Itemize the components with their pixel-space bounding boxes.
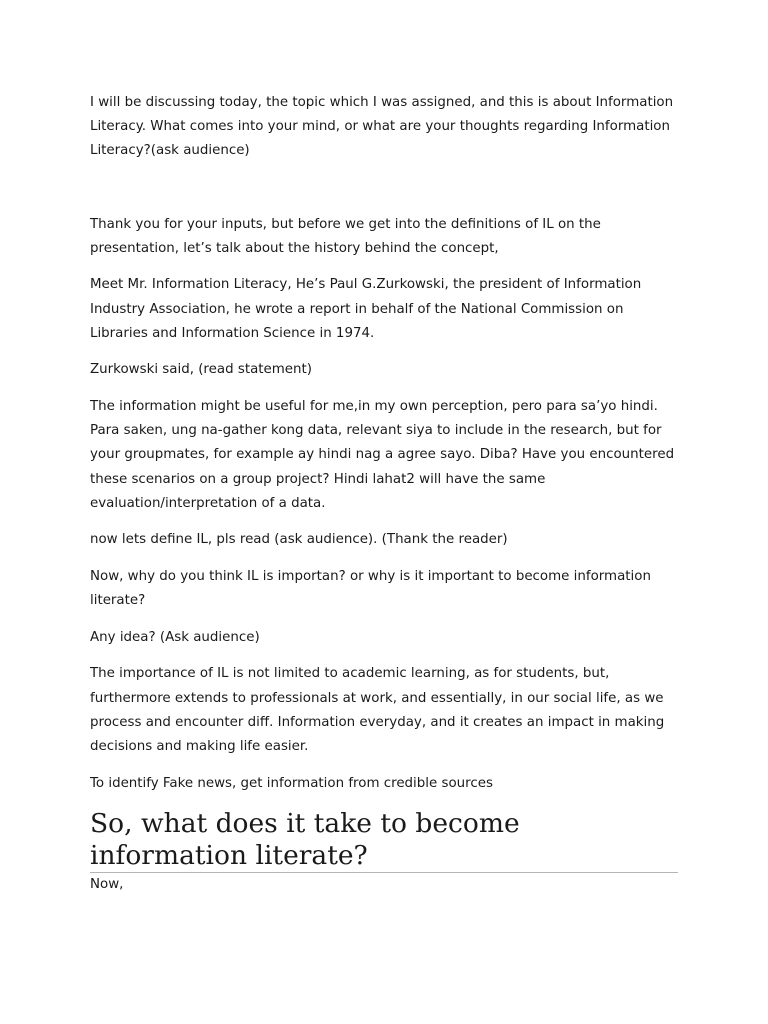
paragraph-define: now lets define IL, pls read (ask audience). (Thank the reader) [90, 532, 508, 548]
paragraph-why: Now, why do you think IL is importan? or why is it important to become information literate? [90, 569, 651, 609]
paragraph-intro: I will be discussing today, the topic which I was assigned, and this is about Information Literacy. What comes into your mind, or what are your thoughts regarding Information Literacy?(ask audience) [90, 95, 674, 159]
paragraph-perception: The information might be useful for me,in my own perception, pero para sa’yo hindi. Para saken, ung na-gather kong data, relevant siya to include in the research, but for your groupmates, for example ay hindi nag a agree sayo. Diba? Have you encountered these scenarios on a group project? Hindi lahat2 will have the same evaluation/interpretation of a data. [90, 399, 675, 511]
section-heading: So, what does it take to become information literate? [90, 808, 678, 873]
paragraph-history: Meet Mr. Information Literacy, He’s Paul G.Zurkowski, the president of Information Industry Association, he wrote a report in behalf of the National Commission on Libraries and Information Science in 1974. [90, 277, 642, 341]
paragraph-statement: Zurkowski said, (read statement) [90, 362, 313, 378]
paragraph-importance: The importance of IL is not limited to academic learning, as for students, but, furthermore extends to professionals at work, and essentially, in our social life, as we process and encounter diff. Information everyday, and it creates an impact in making decisions and making life easier. [90, 666, 665, 754]
paragraph-fake-news: To identify Fake news, get information from credible sources [90, 775, 493, 791]
paragraph-now: Now, [90, 877, 124, 893]
paragraph-thanks: Thank you for your inputs, but before we get into the definitions of IL on the presentation, let’s talk about the history behind the concept, [90, 216, 601, 256]
document-body [90, 91, 678, 910]
paragraph-idea: Any idea? (Ask audience) [90, 629, 260, 645]
